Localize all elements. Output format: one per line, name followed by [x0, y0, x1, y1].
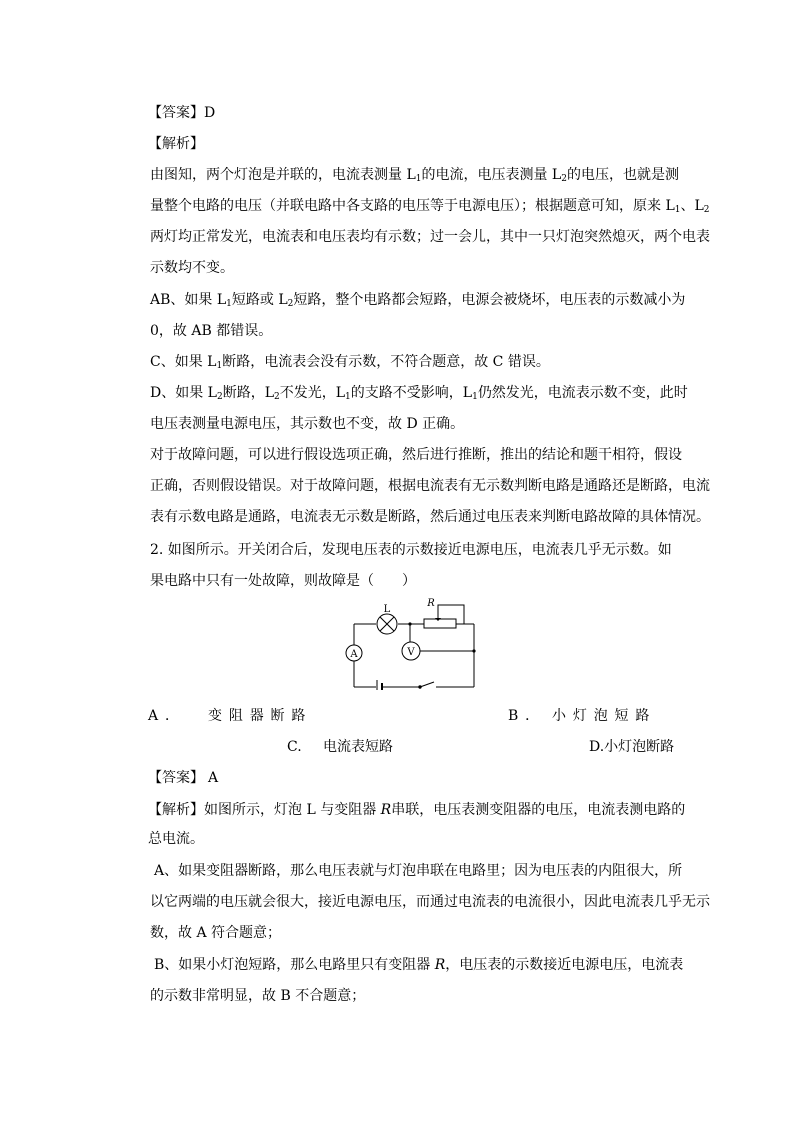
q1-summary-line1: 对于故障问题，可以进行假设选项正确，然后进行推断，推出的结论和题干相符，假设 [150, 447, 682, 463]
q2-a-line2: 以它两端的电压就会很大，接近电源电压，而通过电流表的电流很小，因此电流表几乎无示 [150, 894, 710, 910]
answer-value: A [208, 770, 219, 786]
q1-answer [148, 103, 215, 123]
q2-analysis-line2: 总电流。 [148, 831, 204, 847]
q2-b-line2: 的示数非常明显，故 B 不合题意； [150, 988, 366, 1004]
answer-label: 【答案】 [148, 770, 204, 786]
answer-label: 【答案】 [148, 105, 204, 121]
voltmeter-label: V [407, 647, 415, 658]
q1-summary-line3: 表有示数电路是通路，电流表无示数是断路，然后通过电压表来判断电路故障的具体情况。 [150, 509, 710, 525]
q1-summary-line2: 正确，否则假设错误。对于故障问题，根据电流表有无示数判断电路是通路还是断路，电流 [150, 478, 710, 494]
junction-dot [472, 649, 475, 652]
option-d-text: D.小灯泡断路 [589, 739, 675, 755]
option-a-text: 变 阻 器 断 路 [208, 708, 307, 724]
q2-a-line1: A、如果变阻器断路，那么电压表就与灯泡串联在电路里；因为电压表的内阻很大，所 [154, 863, 683, 879]
q1-d-line2: 电压表测量电源电压，其示数也不变，故 D 正确。 [150, 416, 465, 432]
option-a-letter: A ． [148, 708, 181, 724]
q2-b-line1: B、如果小灯泡短路，那么电路里只有变阻器 R，电压表的示数接近电源电压，电流表 [154, 957, 684, 973]
q1-ab-line2: 0，故 AB 都错误。 [150, 323, 273, 339]
option-c-letter: C. [287, 739, 302, 755]
q2-stem-line1: 2. 如图所示。开关闭合后，发现电压表的示数接近电源电压，电流表几乎无示数。如 [150, 542, 672, 558]
battery-symbol [377, 680, 382, 690]
circuit-diagram [340, 598, 485, 690]
q1-p1-line1: 由图知，两个灯泡是并联的，电流表测量 $L_1$的电流，电压表测量 $L_2$的电压，也就是测 [150, 167, 679, 184]
q2-stem-line2: 果电路中只有一处故障，则故障是（ ） [150, 573, 416, 589]
rheostat-symbol [424, 619, 456, 628]
answer-value: D [204, 105, 216, 121]
q2-answer [148, 768, 218, 788]
rheostat-label: R [427, 598, 435, 609]
q1-c-line: C、如果 $L_1$断路，电流表会没有示数，不符合题意，故 C 错误。 [150, 354, 550, 371]
q1-ab-line1: AB、如果 $L_1$短路或 $L_2$短路，整个电路都会短路，电源会被烧坏，电压表的示数减小为 [150, 292, 686, 309]
q2-a-line3: 数，故 A 符合题意； [150, 925, 282, 941]
switch-symbol [419, 682, 434, 688]
q1-p1-line2: 量整个电路的电压（并联电路中各支路的电压等于电源电压）；根据题意可知，原来 $L_1$、$L_2$ [150, 198, 710, 215]
junction-dot [408, 622, 411, 625]
q2-analysis-line1: 【解析】如图所示，灯泡 L 与变阻器 R串联，电压表测变阻器的电压，电流表测电路的 [148, 802, 686, 818]
option-b-letter: B ． [508, 708, 541, 724]
option-b-text: 小 灯 泡 短 路 [552, 708, 651, 724]
q1-p1-line3: 两灯均正常发光，电流表和电压表均有示数；过一会儿，其中一只灯泡突然熄灭，两个电表 [150, 229, 710, 245]
lamp-symbol [377, 614, 397, 634]
q1-d-line1: D、如果 $L_2$断路，$L_2$不发光，$L_1$的支路不受影响，$L_1$仍然发光，电流表示数不变，此时 [150, 385, 688, 402]
lamp-label: L [383, 604, 391, 615]
q1-analysis-label: 【解析】 [148, 136, 204, 152]
q1-p1-line4: 示数均不变。 [150, 260, 234, 276]
option-c-text: 电流表短路 [323, 739, 393, 755]
ammeter-label: A [350, 649, 358, 660]
